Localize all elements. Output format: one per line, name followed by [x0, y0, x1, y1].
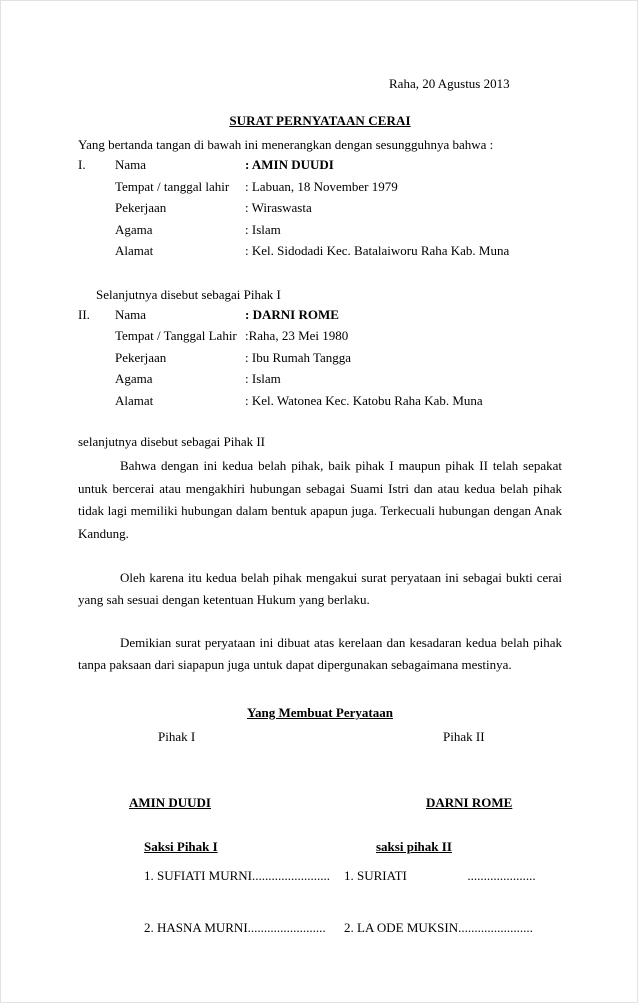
spacer-cell — [78, 223, 115, 245]
spacer-cell — [78, 329, 115, 351]
table-row — [78, 372, 562, 394]
body-paragraph-3: Demikian surat peryataan ini dibuat atas kerelaan dan kesadaran kedua belah pihak tanpa paksaan dari siapapun juga untuk dapat dipergunakan sebagaimana mestinya. — [78, 634, 562, 672]
field-value: : Wiraswasta — [245, 200, 312, 216]
field-value: :Raha, 23 Mei 1980 — [245, 328, 349, 344]
signature-label-right: Pihak II — [443, 729, 485, 745]
field-value: : Kel. Watonea Kec. Katobu Raha Kab. Muna — [245, 392, 483, 408]
witness-right-1 — [344, 869, 536, 882]
field-label: Alamat — [115, 392, 154, 408]
witness-heading-row — [78, 840, 562, 860]
table-row — [78, 394, 562, 416]
field-label: Tempat / tanggal lahir — [115, 178, 230, 194]
witness-left-2: 2. HASNA MURNI........................ — [144, 920, 326, 936]
signature-name-left: AMIN DUUDI — [129, 795, 211, 811]
table-row — [78, 158, 562, 180]
field-label: Tempat / Tanggal Lahir — [115, 328, 237, 344]
witness-row-1 — [78, 869, 562, 889]
signature-label-left: Pihak I — [158, 729, 196, 745]
field-label: Agama — [115, 221, 153, 237]
spacer-cell — [78, 394, 115, 416]
signature-heading: Yang Membuat Peryataan — [247, 705, 393, 721]
intro-sentence: Yang bertanda tangan di bawah ini menerangkan dengan sesungguhnya bahwa : — [78, 137, 494, 152]
field-value: : Ibu Rumah Tangga — [245, 349, 352, 365]
party-one-designation: Selanjutnya disebut sebagai Pihak I — [96, 286, 281, 302]
field-label: Nama — [115, 306, 147, 322]
witness-right-2: 2. LA ODE MUKSIN....................... — [344, 920, 533, 936]
field-label: Nama — [115, 157, 147, 172]
witness-row-2 — [78, 921, 562, 941]
table-row — [78, 244, 562, 266]
table-row — [78, 329, 562, 351]
signature-name-row — [78, 796, 562, 816]
spacer-cell — [78, 372, 115, 394]
document-content — [78, 1, 562, 941]
witness-left-1: 1. SUFIATI MURNI........................ — [144, 868, 330, 884]
table-row — [78, 223, 562, 245]
witness-heading-right: saksi pihak II — [376, 839, 452, 855]
witness-heading-left: Saksi Pihak I — [144, 839, 218, 855]
party-two-details — [78, 308, 562, 416]
spacer-cell — [78, 180, 115, 202]
field-label: Agama — [115, 371, 153, 387]
party-one-numeral: I. — [78, 157, 86, 172]
signature-label-row — [78, 730, 562, 748]
table-row — [78, 180, 562, 202]
field-label: Pekerjaan — [115, 349, 167, 365]
witness-right-1-name: 1. SURIATI — [344, 868, 407, 884]
witness-right-1-dots: ..................... — [467, 868, 536, 884]
spacer-cell — [78, 201, 115, 223]
field-label: Pekerjaan — [115, 200, 167, 216]
spacer-cell — [78, 351, 115, 373]
table-row — [78, 308, 562, 330]
field-value: : Islam — [245, 371, 281, 387]
body-paragraph-2: Oleh karena itu kedua belah pihak mengakui surat peryataan ini sebagai bukti cerai yang sah sesuai dengan ketentuan Hukum yang berlaku. — [78, 569, 562, 608]
table-row — [78, 351, 562, 373]
party-one-details — [78, 158, 562, 266]
date-line: Raha, 20 Agustus 2013 — [389, 76, 510, 91]
field-label: Alamat — [115, 243, 154, 259]
party-two-numeral: II. — [78, 306, 90, 322]
field-value: : Labuan, 18 November 1979 — [245, 178, 398, 194]
field-value: : DARNI ROME — [245, 306, 339, 322]
body-paragraph-1: Bahwa dengan ini kedua belah pihak, baik pihak I maupun pihak II telah sepakat untuk bercerai atau mengakhiri hubungan sebagai Suami Istri dan atau kedua belah pihak tidak lagi memiliki hubungan dalam bentuk apapun juga. Terkecuali hubungan dengan Anak Kandung. — [78, 458, 562, 541]
field-value: : Kel. Sidodadi Kec. Batalaiworu Raha Kab. Muna — [245, 243, 510, 259]
spacer-cell — [78, 244, 115, 266]
field-value: : Islam — [245, 221, 281, 237]
signature-name-right: DARNI ROME — [426, 795, 513, 811]
field-value: : AMIN DUUDI — [245, 157, 334, 172]
party-two-designation: selanjutnya disebut sebagai Pihak II — [78, 434, 266, 450]
page-title: SURAT PERNYATAAN CERAI — [229, 113, 411, 128]
table-row — [78, 201, 562, 223]
